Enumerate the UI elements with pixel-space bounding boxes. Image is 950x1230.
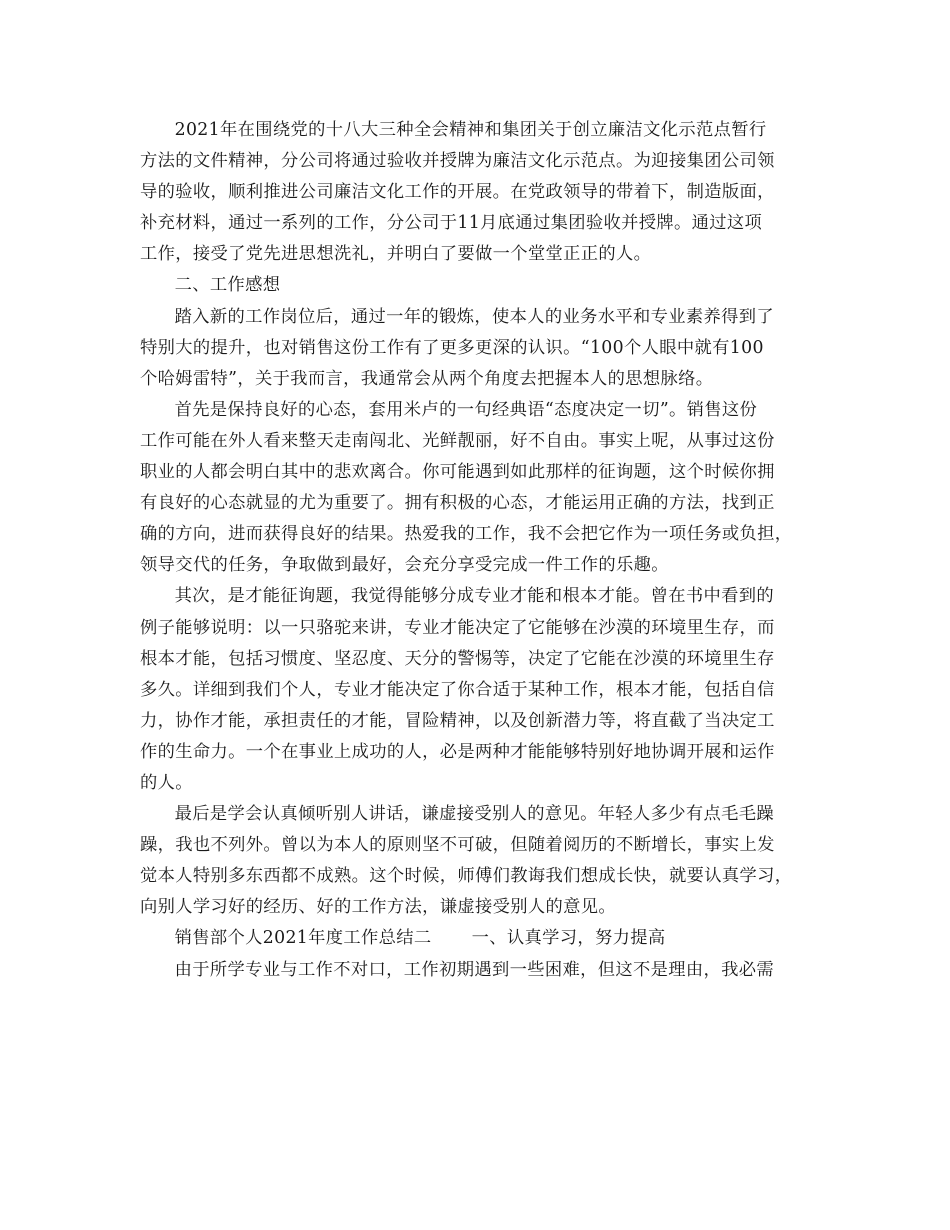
- text-line: 工作，接受了党先进思想洗礼，并明白了要做一个堂堂正正的人。: [140, 244, 652, 265]
- paragraph-new-position: [140, 302, 830, 395]
- text-line: 例子能够说明：以一只骆驼来讲，专业才能决定了它能够在沙漠的环境里生存，而: [140, 617, 775, 638]
- section-heading-work-thoughts: [140, 270, 830, 301]
- text-line: 由于所学专业与工作不对口，工作初期遇到一些困难，但这不是理由，我必需: [174, 959, 775, 980]
- text-line: 有良好的心态就显的尤为重要了。拥有积极的心态，才能运用正确的方法，找到正: [140, 493, 775, 514]
- text-line: 最后是学会认真倾听别人讲话，谦虚接受别人的意见。年轻人多少有点毛毛躁: [174, 804, 775, 825]
- text-line: 多久。详细到我们个人，专业才能决定了你合适于某种工作，根本才能，包括自信: [140, 679, 775, 700]
- text-line: 向别人学习好的经历、好的工作方法，谦虚接受别人的意见。: [140, 897, 617, 918]
- text-line: 个哈姆雷特”，关于我而言，我通常会从两个角度去把握本人的思想脉络。: [140, 368, 714, 389]
- text-line: 补充材料，通过一系列的工作，分公司于11月底通过集团验收并授牌。通过这项: [140, 213, 763, 234]
- text-line: 领导交代的任务，争取做到最好，会充分享受完成一件工作的乐趣。: [140, 555, 669, 576]
- text-line: 导的验收，顺利推进公司廉洁文化工作的开展。在党政领导的带着下，制造版面，: [140, 182, 775, 203]
- paragraph-listening: [140, 799, 830, 923]
- text-line: 根本才能，包括习惯度、坚忍度、天分的警惕等，决定了它能在沙漠的环境里生存: [140, 648, 775, 669]
- section-heading: 二、工作感想: [174, 275, 281, 296]
- text-line: 作的生命力。一个在事业上成功的人，必是两种才能能够特别好地协调开展和运作: [140, 741, 775, 762]
- text-line: 2021年在围绕党的十八大三种全会精神和集团关于创立廉洁文化示范点暂行: [174, 120, 767, 140]
- text-line: 方法的文件精神，分公司将通过验收并授牌为廉洁文化示范点。为迎接集团公司领: [140, 151, 775, 172]
- text-line: 特别大的提升，也对销售这份工作有了更多更深的认识。“100个人眼中就有100: [140, 337, 764, 358]
- text-line: 躁，我也不列外。曾以为本人的原则坚不可破，但随着阅历的不断增长，事实上发: [140, 835, 775, 856]
- heading-line-summary-two: [140, 923, 830, 954]
- paragraph-ability: [140, 581, 830, 799]
- document-body: [140, 115, 830, 986]
- paragraph-acceptance: [140, 115, 830, 270]
- text-line: 的人。: [140, 772, 193, 793]
- text-line: 力，协作才能，承担责任的才能，冒险精神，以及创新潜力等，将直截了当决定工: [140, 710, 775, 731]
- text-line: 工作可能在外人看来整天走南闯北、光鲜靓丽，好不自由。事实上呢，从事过这份: [140, 430, 775, 451]
- text-line: 觉本人特别多东西都不成熟。这个时候，师傅们教诲我们想成长快，就要认真学习，: [140, 866, 793, 887]
- text-line: 踏入新的工作岗位后，通过一年的锻炼，使本人的业务水平和专业素养得到了: [174, 306, 775, 327]
- section-heading-study: 一、认真学习，努力提高: [471, 928, 666, 949]
- text-line: 职业的人都会明白其中的悲欢离合。你可能遇到如此那样的征询题，这个时候你拥: [140, 462, 775, 483]
- paragraph-major-mismatch: [140, 955, 830, 986]
- text-line: 其次，是才能征询题，我觉得能够分成专业才能和根本才能。曾在书中看到的: [174, 586, 775, 607]
- summary-title: 销售部个人2021年度工作总结二: [174, 928, 432, 949]
- text-line: 确的方向，进而获得良好的结果。热爱我的工作，我不会把它作为一项任务或负担，: [140, 524, 793, 545]
- text-line: 首先是保持良好的心态，套用米卢的一句经典语“态度决定一切”。销售这份: [174, 399, 758, 420]
- paragraph-attitude: [140, 395, 830, 582]
- heading-line: [140, 923, 830, 954]
